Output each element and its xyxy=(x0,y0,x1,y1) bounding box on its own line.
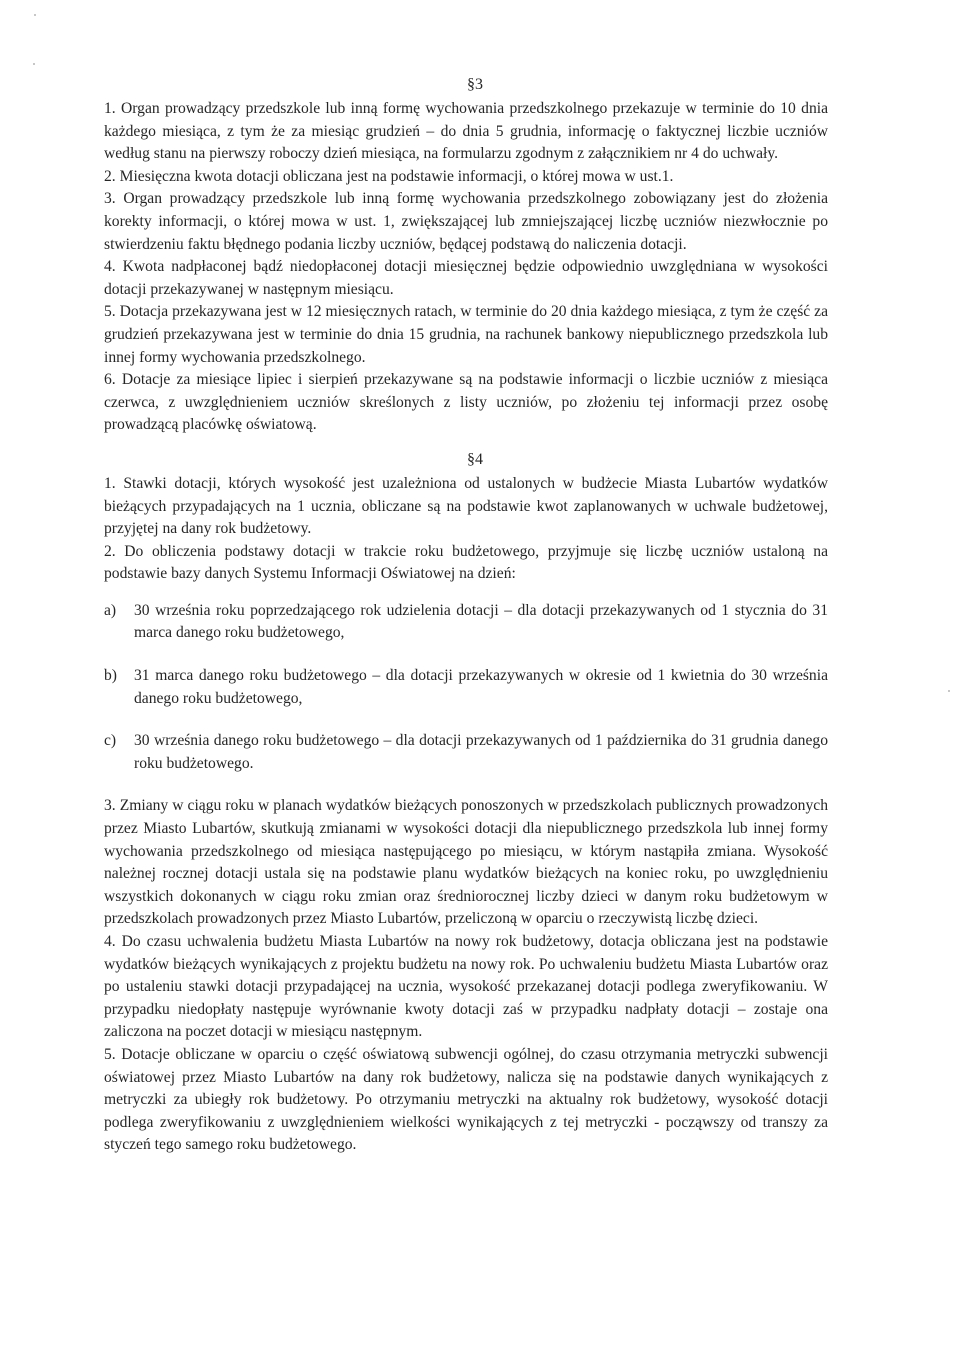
section-3-paragraph-3: 3. Organ prowadzący przedszkole lub inną formę wychowania przedszkolnego zobowiązany jest do złożenia korekty informacji, o której mowa w ust. 1, zwiększającej lub zmniejszającej liczbę uczniów niezwłocznie po stwierdzeniu faktu błędnego podania liczby uczniów, będącej podstawą do naliczenia dotacji. xyxy=(104,190,828,253)
section-3 xyxy=(104,74,828,437)
section-3-paragraph-5: 5. Dotacja przekazywana jest w 12 miesięcznych ratach, w terminie do 20 dnia każdego miesiąca, z tym że część za grudzień przekazywana jest w terminie do dnia 15 grudnia, na rachunek bankowy niepublicznego przedszkola lub innej formy wychowania przedszkolnego. xyxy=(104,303,828,366)
section-4-paragraph-2: 2. Do obliczenia podstawy dotacji w trakcie roku budżetowego, przyjmuje się liczbę uczniów ustaloną na podstawie bazy danych Systemu Informacji Oświatowej na dzień: xyxy=(104,542,828,583)
scan-speck xyxy=(33,63,35,65)
list-item-label: b) xyxy=(104,667,117,685)
scan-speck xyxy=(34,14,36,16)
list-item-label: c) xyxy=(104,732,117,750)
list-item-text: 30 września danego roku budżetowego – dla dotacji przekazywanych od 1 października do 31 grudnia danego roku budżetowego. xyxy=(134,732,828,772)
list-item-text: 30 września roku poprzedzającego rok udzielenia dotacji – dla dotacji przekazywanych od 1 stycznia do 31 marca danego roku budżetowego, xyxy=(134,601,828,642)
date-list xyxy=(104,600,828,776)
list-item-text: 31 marca danego roku budżetowego – dla dotacji przekazywanych w okresie od 1 kwietnia do 30 września danego roku budżetowego, xyxy=(134,667,828,707)
list-item xyxy=(104,730,828,775)
section-4-heading: §4 xyxy=(467,450,483,468)
scan-speck xyxy=(948,690,950,692)
section-4-paragraph-4: 4. Do czasu uchwalenia budżetu Miasta Lubartów na nowy rok budżetowy, dotacja obliczana jest na podstawie wydatków bieżących wynikających z projektu budżetu na nowy rok. Po uchwaleniu budżetu Miasta Lubartów oraz po ustaleniu stawki dotacji przypadającej na ucznia, wysokość przekazanej dotacji podlega zweryfikowaniu. W przypadku niedopłaty następuje wyrównanie kwoty dotacji zaś w przypadku nadpłaty dotacji – zostaje ona zaliczona na poczet dotacji w miesiącu następnym. xyxy=(104,933,828,1041)
list-item-label: a) xyxy=(104,601,117,619)
section-3-paragraph-6: 6. Dotacje za miesiące lipiec i sierpień przekazywane są na podstawie informacji o liczbie uczniów z miesiąca czerwca, z uwzględnieniem uczniów skreślonych z listy uczniów, po złożeniu tej informacji przez osobę prowadzącą placówkę oświatową. xyxy=(104,371,828,434)
section-4-paragraph-5: 5. Dotacje obliczane w oparciu o część oświatową subwencji ogólnej, do czasu otrzymania metryczki subwencji oświatowej przez Miasto Lubartów na dany rok budżetowy, nalicza się na podstawie danych wynikających z metryczki za ubiegły rok budżetowy. Po otrzymaniu metryczki na aktualny rok budżetowy, wysokość dotacji podlega zweryfikowaniu z uwzględnieniem wielkości wynikających z tej metryczki - począwszy od transzy za styczeń tego samego roku budżetowego. xyxy=(104,1045,828,1154)
list-item xyxy=(104,665,828,710)
list-item xyxy=(104,600,828,645)
section-4-paragraph-1: 1. Stawki dotacji, których wysokość jest uzależniona od ustalonych w budżecie Miasta Lubartów wydatków bieżących przypadających na 1 ucznia, obliczane są na podstawie kwot zaplanowanych w uchwale budżetowej, przyjętej na dany rok budżetowy. xyxy=(104,474,828,538)
section-4-paragraph-3: 3. Zmiany w ciągu roku w planach wydatków bieżących ponoszonych w przedszkolach publicznych prowadzonych przez Miasto Lubartów, skutkują zmianami w wysokości dotacji dla niepublicznego przedszkola lub innej formy wychowania przedszkolnego od miesiąca następującego po miesiącu, w którym nastąpiła zmiana. Wysokość należnej rocznej dotacji ustala się na podstawie planu wydatków bieżących na koniec roku, po uwzględnieniu wszystkich dokonanych w ciągu roku zmian oraz średniorocznej liczby dzieci w danym roku budżetowym w przedszkolach prowadzonych przez Miasto Lubartów, przeliczoną w oparciu o rzeczywistą liczbę dzieci. xyxy=(104,797,828,928)
section-3-paragraph-1: 1. Organ prowadzący przedszkole lub inną formę wychowania przedszkolnego przekazuje w terminie do 10 dnia każdego miesiąca, z tym że za miesiąc grudzień – do dnia 5 grudnia, informację o faktycznej liczbie uczniów według stanu na pierwszy roboczy dzień miesiąca, na formularzu zgodnym z załącznikiem nr 4 do uchwały. xyxy=(104,100,828,163)
section-4 xyxy=(104,449,828,1157)
section-3-paragraph-2: 2. Miesięczna kwota dotacji obliczana jest na podstawie informacji, o której mowa w ust.1. xyxy=(104,167,674,185)
section-3-paragraph-4: 4. Kwota nadpłaconej bądź niedopłaconej dotacji miesięcznej będzie odpowiednio uwzględniana w wysokości dotacji przekazywanej w następnym miesiącu. xyxy=(104,258,828,298)
section-3-heading: §3 xyxy=(467,76,483,93)
